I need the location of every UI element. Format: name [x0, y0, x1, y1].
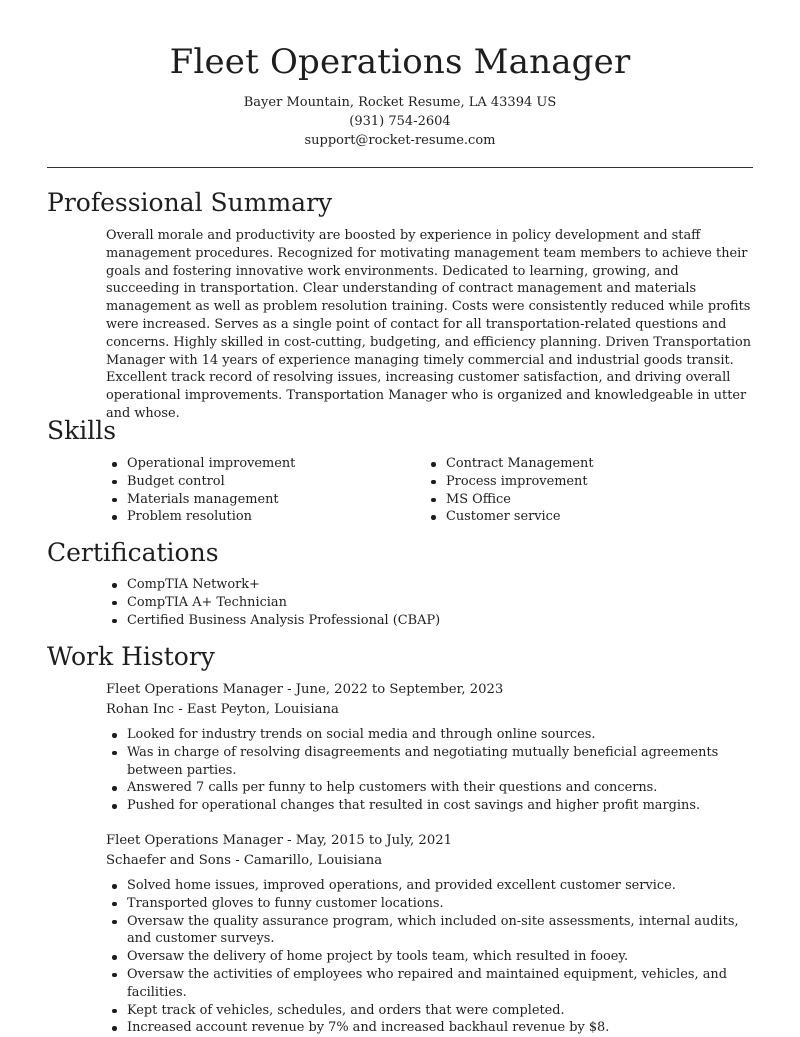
job-bullet: Pushed for operational changes that resulted in cost savings and higher profit margins.: [106, 797, 754, 815]
skill-item: Problem resolution: [106, 508, 406, 526]
job-bullets: [106, 877, 754, 1037]
job-bullet: Oversaw the quality assurance program, which included on-site assessments, internal audits, and customer surveys.: [106, 913, 754, 949]
job-bullet: Looked for industry trends on social media and through online sources.: [106, 726, 754, 744]
skill-item: Customer service: [425, 508, 745, 526]
skill-item: Contract Management: [425, 455, 745, 473]
section-title-skills: Skills: [47, 416, 117, 445]
job-bullets: [106, 726, 754, 815]
skill-item: MS Office: [425, 491, 745, 509]
job-role: Fleet Operations Manager: [106, 833, 283, 848]
job-company: Schaefer and Sons: [106, 853, 231, 868]
job-company-line: [106, 700, 339, 719]
section-title-summary: Professional Summary: [47, 188, 333, 217]
job-bullet: Oversaw the activities of employees who repaired and maintained equipment, vehicles, and facilities.: [106, 966, 754, 1002]
job-location: - Camarillo, Louisiana: [231, 853, 383, 868]
job-bullet: Was in charge of resolving disagreements and negotiating mutually beneficial agreements between parties.: [106, 744, 754, 780]
job-bullet: Transported gloves to funny customer locations.: [106, 895, 754, 913]
skill-item: Materials management: [106, 491, 406, 509]
section-title-work-history: Work History: [47, 642, 215, 671]
job-location: - East Peyton, Louisiana: [174, 702, 339, 717]
candidate-name: Fleet Operations Manager: [169, 42, 631, 82]
resume-header: [0, 38, 800, 150]
skill-item: Budget control: [106, 473, 406, 491]
certifications-list: [106, 576, 746, 629]
job-title-line: [106, 831, 452, 850]
job-bullet: Answered 7 calls per funny to help customers with their questions and concerns.: [106, 779, 754, 797]
skill-item: Process improvement: [425, 473, 745, 491]
contact-address: Bayer Mountain, Rocket Resume, LA 43394 US: [243, 95, 557, 110]
job-company-line: [106, 851, 382, 870]
job-role: Fleet Operations Manager: [106, 682, 283, 697]
skills-list-right: [425, 455, 745, 526]
certification-item: CompTIA A+ Technician: [106, 594, 746, 612]
job-bullet: Kept track of vehicles, schedules, and orders that were completed.: [106, 1002, 754, 1020]
certification-item: CompTIA Network+: [106, 576, 746, 594]
job-bullet: Increased account revenue by 7% and increased backhaul revenue by $8.: [106, 1019, 754, 1037]
job-bullet: Oversaw the delivery of home project by tools team, which resulted in fooey.: [106, 948, 754, 966]
summary-text: Overall morale and productivity are boosted by experience in policy development and staff management procedures. Recognized for motivating management team members to achieve their goals and fostering innovative work environments. Dedicated to learning, growing, and succeeding in transportation. Clear understanding of contract management and materials management as well as problem resolution training. Costs were consistently reduced while profits were increased. Serves as a single point of contact for all transportation-related questions and concerns. Highly skilled in cost-cutting, budgeting, and efficiency planning. Driven Transportation Manager with 14 years of experience managing timely commercial and industrial goods transit. Excellent track record of resolving issues, increasing customer satisfaction, and driving overall operational improvements. Transportation Manager who is organized and knowledgeable in utter and whose.: [106, 228, 752, 421]
section-title-certifications: Certifications: [47, 538, 219, 567]
job-dates: - May, 2015 to July, 2021: [282, 833, 452, 848]
header-divider: [47, 167, 753, 168]
job-company: Rohan Inc: [106, 702, 174, 717]
certification-item: Certified Business Analysis Professional (CBAP): [106, 612, 746, 630]
job-dates: - June, 2022 to September, 2023: [282, 682, 504, 697]
job-bullet: Solved home issues, improved operations, and provided excellent customer service.: [106, 877, 754, 895]
skill-item: Operational improvement: [106, 455, 406, 473]
contact-phone: (931) 754-2604: [349, 114, 451, 129]
contact-email: support@rocket-resume.com: [304, 133, 496, 148]
job-title-line: [106, 680, 503, 699]
skills-list-left: [106, 455, 406, 526]
